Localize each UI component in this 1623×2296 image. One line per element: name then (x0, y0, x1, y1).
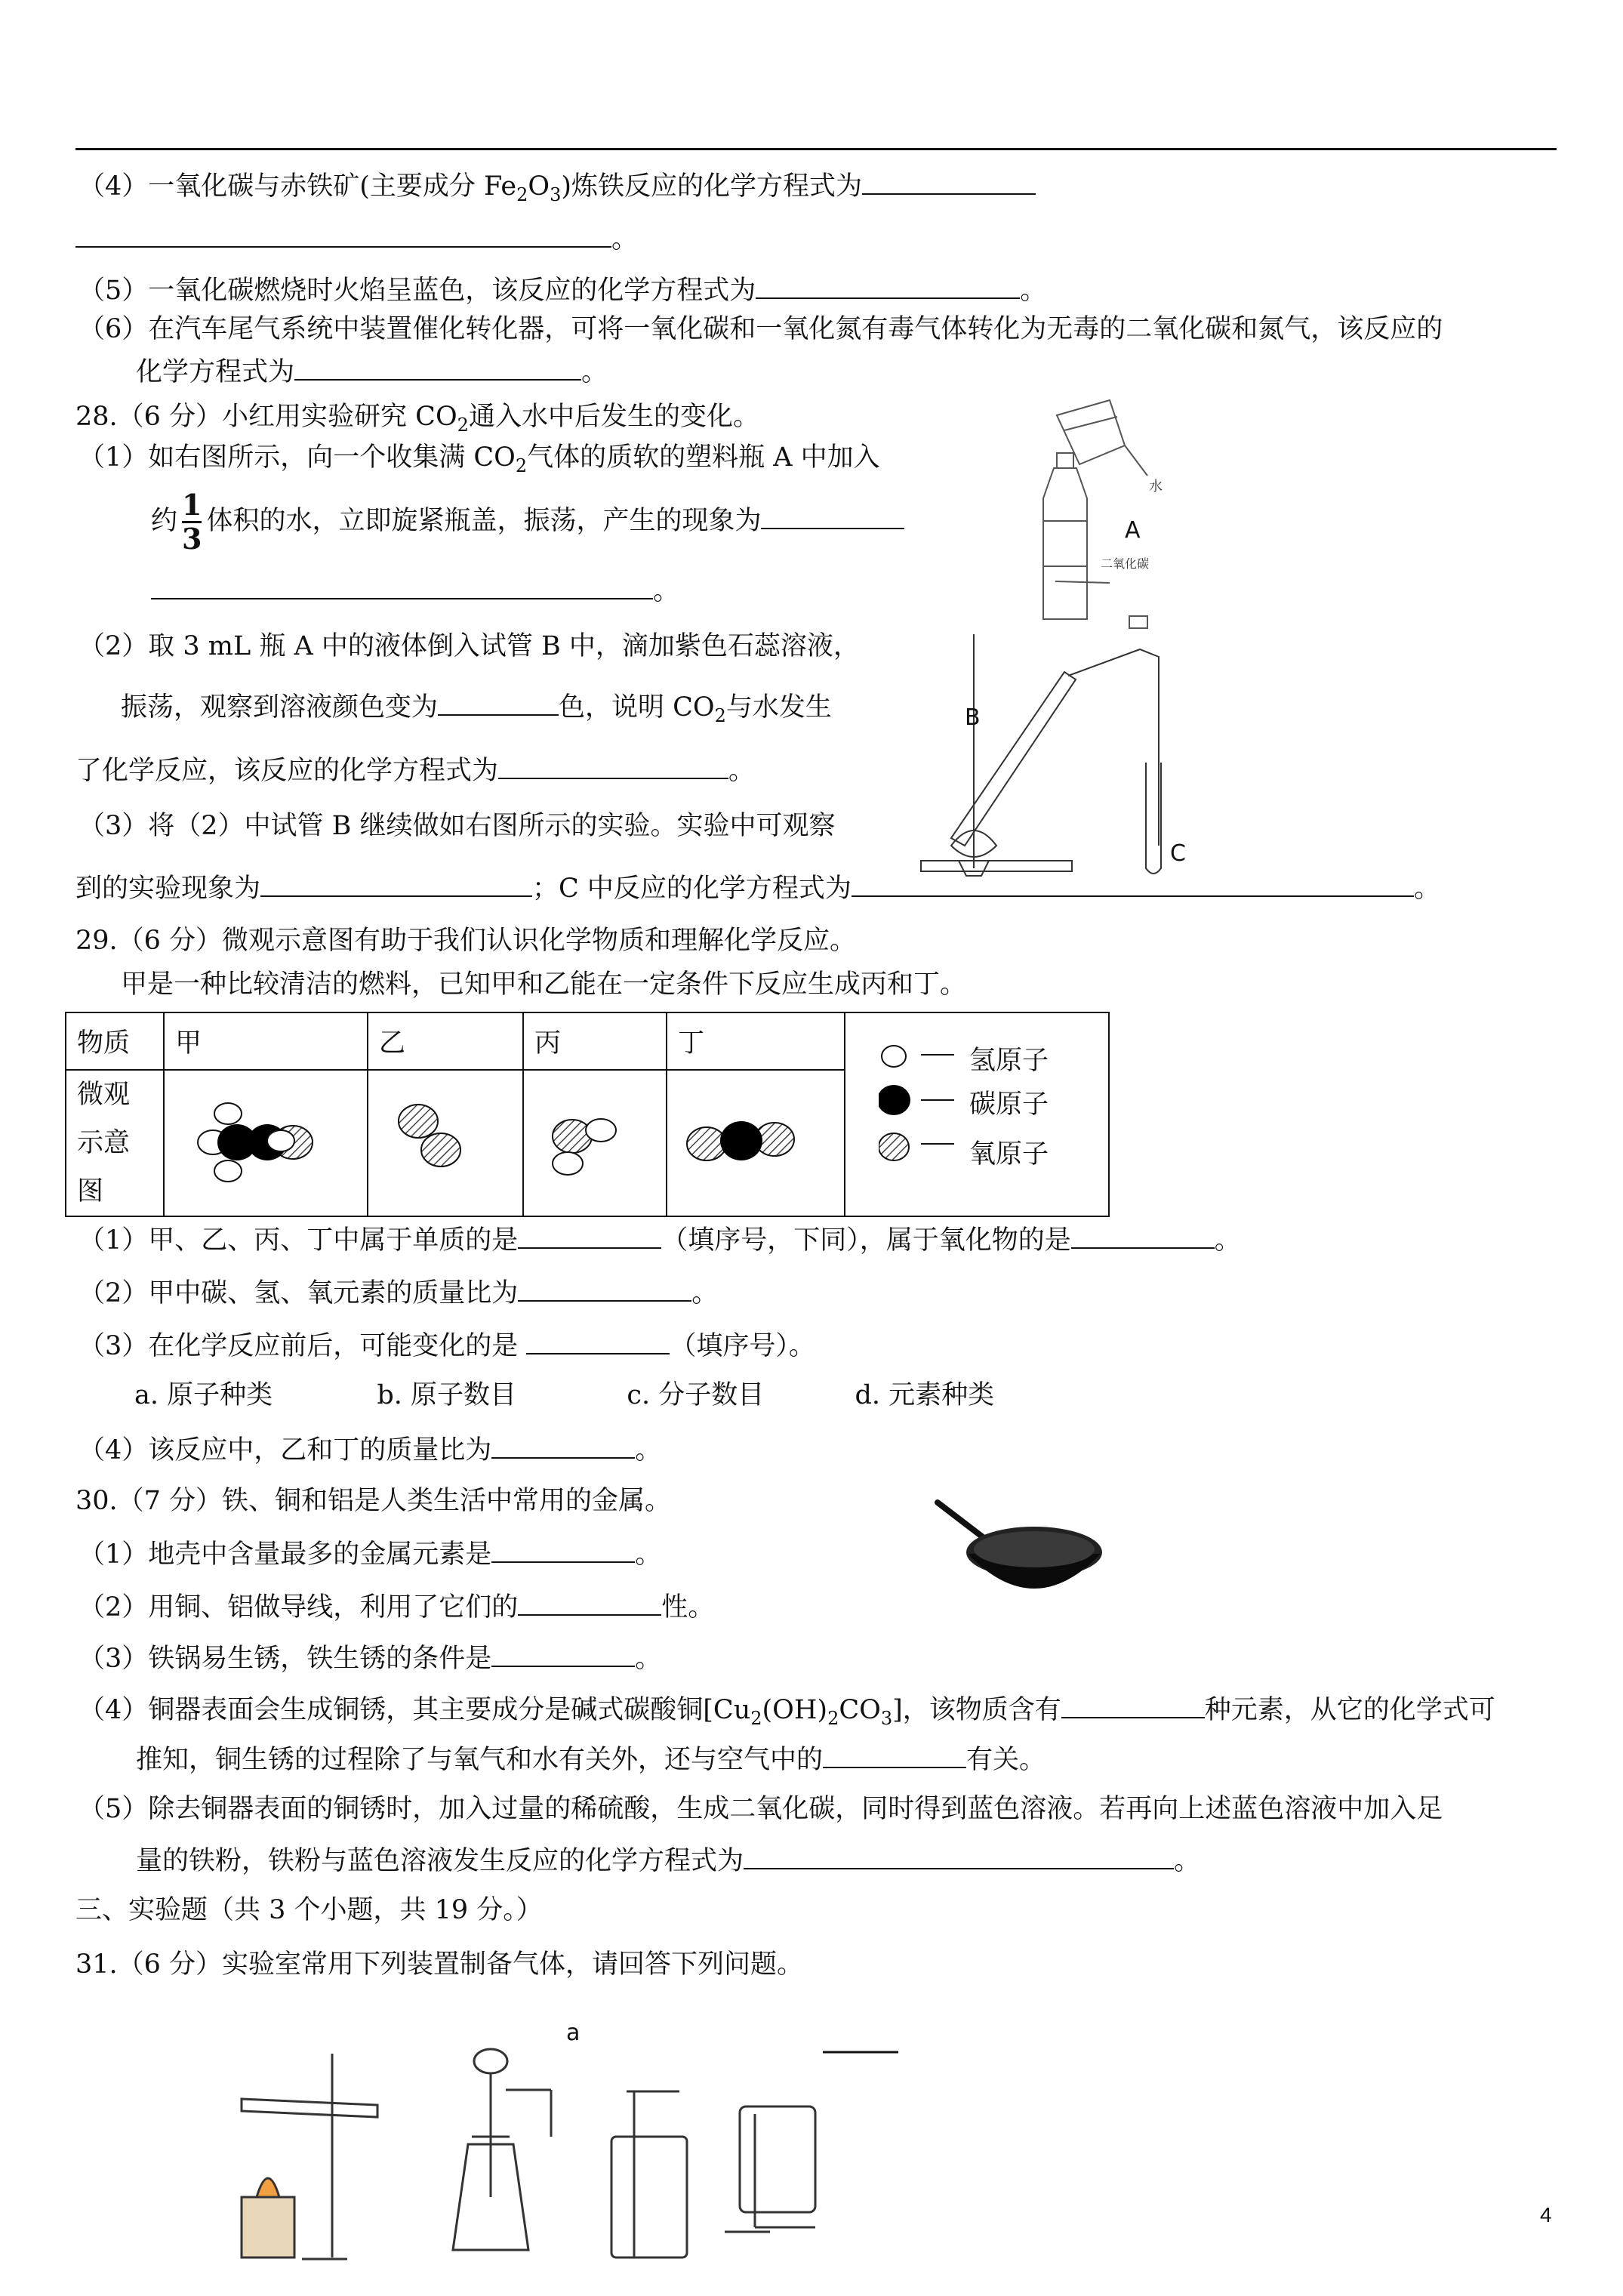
q28-2-line1: （2）取 3 mL 瓶 A 中的液体倒入试管 B 中，滴加紫色石蕊溶液， (79, 631, 860, 661)
hydrogen-legend-icon (882, 1046, 906, 1067)
answer-blank[interactable] (518, 1274, 691, 1302)
option-c: c. 分子数目 (627, 1380, 765, 1410)
legend-hydrogen: 氢原子 (969, 1046, 1049, 1076)
q28-1-line3: 。 (151, 572, 679, 608)
q30-4-line1: （4）铜器表面会生成铜锈，其主要成分是碱式碳酸铜$[Cu_2(OH)_2CO_3]$，该物质含有 种元素，从它的化学式可 (79, 1691, 1495, 1729)
q30-5-line2: 量的铁粉，铁粉与蓝色溶液发生反应的化学方程式为 。 (136, 1842, 1200, 1878)
option-d: d. 元素种类 (855, 1380, 995, 1410)
molecule-table (65, 1012, 1110, 1217)
answer-blank[interactable] (498, 752, 728, 779)
q30-heading: 30.（7 分）铁、铜和铝是人类生活中常用的金属。 (75, 1486, 672, 1516)
q28-3-line2: 到的实验现象为 ；C 中反应的化学方程式为 。 (75, 870, 1440, 905)
table-header-ding: 丁 (667, 1012, 845, 1070)
q29-options (134, 1379, 994, 1412)
answer-blank[interactable] (526, 1327, 670, 1354)
answer-blank[interactable] (491, 1432, 635, 1459)
figure-label-a: a (566, 2023, 581, 2046)
section-3-heading: 三、实验题（共 3 个小题，共 19 分。） (75, 1895, 543, 1925)
answer-blank[interactable] (260, 870, 532, 897)
figure-label-A: A (1125, 517, 1141, 544)
q27-4-line2: 。 (75, 220, 638, 256)
answer-blank[interactable] (294, 353, 581, 381)
figure-label-B: B (965, 704, 981, 731)
q28-1-line2: 约 $\frac{1}{3}$ 体积的水，立即旋紧瓶盖，振荡，产生的现象为 (151, 491, 904, 553)
q28-2-line2: 振荡，观察到溶液颜色变为 色，说明 $CO_2$与水发生 (121, 689, 832, 726)
answer-blank[interactable] (518, 1589, 661, 1616)
answer-blank[interactable] (491, 1640, 635, 1667)
answer-blank[interactable] (761, 502, 904, 529)
header-rule (75, 148, 1557, 150)
q30-5-line1: （5）除去铜器表面的铜锈时，加入过量的稀硫酸，生成二氧化碳，同时得到蓝色溶液。若再向上述蓝色溶液中加入足 (79, 1794, 1443, 1824)
wok-image (929, 1495, 1102, 1608)
q29-intro: 甲是一种比较清洁的燃料，已知甲和乙能在一定条件下反应生成丙和丁。 (121, 969, 967, 1000)
bottle-figure (1012, 393, 1208, 634)
q28-1-line1: （1）如右图所示，向一个收集满 $CO_2$气体的质软的塑料瓶 A 中加入 (79, 442, 880, 476)
answer-blank[interactable] (151, 572, 653, 599)
answer-blank[interactable] (1061, 1691, 1205, 1718)
option-b: b. 原子数目 (377, 1380, 517, 1410)
legend-symbols (879, 1028, 954, 1201)
q30-4-line2: 推知，铜生锈的过程除了与氧气和水有关外，还与空气中的 有关。 (136, 1741, 1046, 1777)
molecule-bing (523, 1070, 667, 1216)
legend-cell (845, 1012, 1109, 1216)
legend-carbon: 碳原子 (969, 1089, 1049, 1120)
q30-1-line: （1）地壳中含量最多的金属元素是 。 (79, 1536, 661, 1571)
q29-4-line: （4）该反应中，乙和丁的质量比为 。 (79, 1432, 661, 1467)
oxygen-legend-icon (879, 1133, 909, 1160)
answer-blank[interactable] (756, 272, 1020, 299)
q28-3-line1: （3）将（2）中试管 B 继续做如右图所示的实验。实验中可观察 (79, 811, 836, 841)
page-number: 4 (1540, 2203, 1552, 2227)
q30-3-line: （3）铁锅易生锈，铁生锈的条件是 。 (79, 1640, 661, 1675)
q27-5-line: （5）一氧化碳燃烧时火焰呈蓝色，该反应的化学方程式为 。 (79, 272, 1046, 307)
answer-blank[interactable] (744, 1842, 1174, 1869)
q29-2-line: （2）甲中碳、氢、氧元素的质量比为 。 (79, 1274, 718, 1310)
table-header-yi: 乙 (368, 1012, 523, 1070)
q28-heading: 28.（6 分）小红用实验研究 $CO_2$通入水中后发生的变化。 (75, 402, 759, 436)
q30-2-line: （2）用铜、铝做导线，利用了它们的 性。 (79, 1589, 714, 1624)
molecule-jia (164, 1070, 368, 1216)
answer-blank[interactable] (491, 1536, 635, 1563)
answer-blank[interactable] (518, 1222, 661, 1249)
answer-blank[interactable] (862, 168, 1036, 195)
molecule-ding (667, 1070, 845, 1216)
q29-3-line: （3）在化学反应前后，可能变化的是 （填序号）。 (79, 1327, 815, 1363)
q29-heading: 29.（6 分）微观示意图有助于我们认识化学物质和理解化学反应。 (75, 926, 857, 956)
q27-6-line1: （6）在汽车尾气系统中装置催化转化器，可将一氧化碳和一氧化氮有毒气体转化为无毒的二氧化碳和氮气，该反应的 (79, 314, 1443, 344)
carbon-legend-icon (879, 1085, 910, 1115)
q29-1-line: （1）甲、乙、丙、丁中属于单质的是 （填序号，下同），属于氧化物的是 。 (79, 1222, 1241, 1257)
row-label: 微观 示意图 (66, 1070, 164, 1216)
one-third-fraction: $\frac{1}{3}$ (182, 488, 202, 556)
figure-label-water: 水 (1149, 479, 1163, 495)
q27-6-line2: 化学方程式为 。 (136, 353, 608, 389)
figure-label-co2: 二氧化碳 (1101, 556, 1150, 571)
table-header-bing: 丙 (523, 1012, 667, 1070)
lab-apparatus-figure (226, 2023, 981, 2280)
option-a: a. 原子种类 (134, 1380, 273, 1410)
answer-blank[interactable] (75, 220, 611, 248)
answer-blank[interactable] (1071, 1222, 1215, 1249)
q27-4-line1: （4）一氧化碳与赤铁矿(主要成分 $Fe_2O_3$)炼铁反应的化学方程式为 (79, 168, 1036, 205)
answer-blank[interactable] (438, 689, 559, 716)
q31-heading: 31.（6 分）实验室常用下列装置制备气体，请回答下列问题。 (75, 1949, 804, 1980)
figure-label-C: C (1170, 840, 1186, 867)
table-header-jia: 甲 (164, 1012, 368, 1070)
heating-apparatus-figure (906, 627, 1208, 891)
table-header-substance: 物质 (66, 1012, 164, 1070)
answer-blank[interactable] (823, 1741, 966, 1768)
legend-oxygen: 氧原子 (969, 1139, 1049, 1170)
molecule-yi (368, 1070, 523, 1216)
q28-2-line3: 了化学反应，该反应的化学方程式为 。 (75, 752, 755, 787)
